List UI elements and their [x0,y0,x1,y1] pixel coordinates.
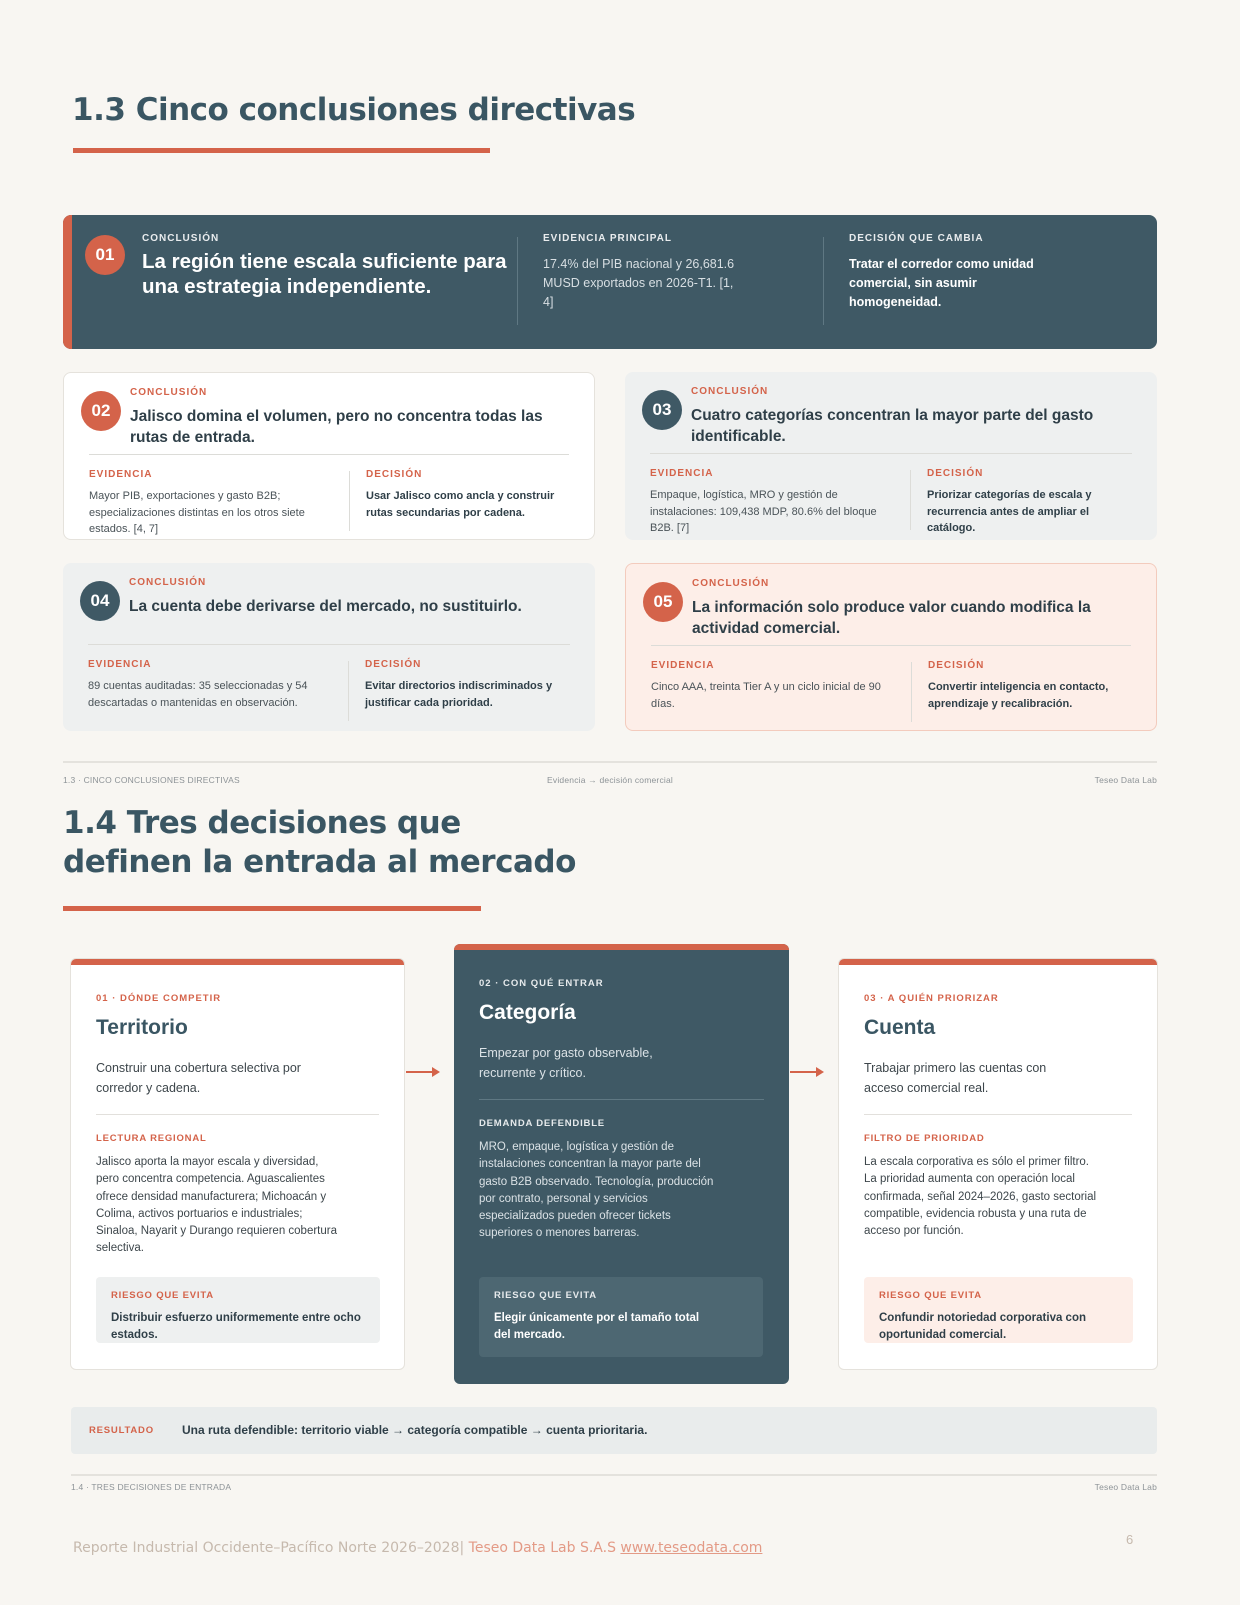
section-13-footer-line [63,761,1157,763]
conclusion-card-04 [63,563,595,731]
decision-label: DECISIÓN [365,659,422,670]
evidence-text: Mayor PIB, exportaciones y gasto B2B; especializaciones distintas en los otros siete estados. [4, 7] [89,490,305,535]
conclusion-label: CONCLUSIÓN [691,386,769,397]
card-divider [651,645,1131,646]
section-14-footer-right: Teseo Data Lab [1094,1482,1157,1492]
decision-title: Cuenta [864,1016,936,1039]
decision-title: Categoría [479,1001,576,1024]
section-13-footer-right: Teseo Data Lab [1094,775,1157,785]
decision-card-territorio [70,958,405,1370]
decision-text: Priorizar categorías de escala y recurrencia antes de ampliar el catálogo. [927,489,1092,534]
section-14-rule [63,906,481,911]
result-label: RESULTADO [89,1425,154,1436]
decision-divider [96,1114,379,1115]
conclusion-title: Cuatro categorías concentran la mayor parte del gasto identificable. [691,407,1094,445]
section-14-title [63,804,576,882]
conclusion-card-03 [625,372,1157,540]
risk-label: RIESGO QUE EVITA [111,1290,214,1301]
decision-text: Convertir inteligencia en contacto, aprendizaje y recalibración. [928,681,1109,710]
evidence-label: EVIDENCIA [651,660,715,671]
evidence-label: EVIDENCIA [89,469,153,480]
page-number: 6 [1126,1532,1134,1547]
decision-label: DECISIÓN [928,660,985,671]
evidence-label: EVIDENCIA PRINCIPAL [543,233,673,244]
conclusion-card-01 [63,215,1157,349]
decision-sub-label: DEMANDA DEFENDIBLE [479,1118,605,1129]
decision-divider [479,1099,764,1100]
decision-kicker: 01 · DÓNDE COMPETIR [96,993,222,1004]
section-14-title-line1: 1.4 Tres decisiones que [63,805,461,841]
evidence-text: Cinco AAA, treinta Tier A y un ciclo inicial de 90 días. [651,681,881,710]
section-14-footer-left: 1.4 · TRES DECISIONES DE ENTRADA [71,1482,232,1492]
decision-label: DECISIÓN QUE CAMBIA [849,233,984,244]
website-link[interactable]: www.teseodata.com [620,1540,763,1556]
decision-text: Tratar el corredor como unidad comercial, sin asumir homogeneidad. [849,257,1034,309]
decision-body: MRO, empaque, logística y gestión de instalaciones concentran la mayor parte del gasto B2B observado. Tecnología, producción por contrato, personal y servicios especializados pueden ofrecer tickets superiores o menores barreras. [479,1141,714,1240]
risk-box [96,1277,380,1343]
decision-kicker: 02 · CON QUÉ ENTRAR [479,978,604,989]
conclusion-title: La información solo produce valor cuando modifica la actividad comercial. [692,599,1091,637]
card-top-bar [71,959,404,965]
conclusion-title: La cuenta debe derivarse del mercado, no sustituirlo. [129,598,522,615]
conclusion-label: CONCLUSIÓN [692,578,770,589]
decision-card-categoria [454,944,789,1384]
risk-text: Elegir únicamente por el tamaño total del mercado. [494,1312,700,1341]
evidence-text: 89 cuentas auditadas: 35 seleccionadas y 54 descartadas o mantenidas en observación. [88,680,308,709]
decision-sub-label: FILTRO DE PRIORIDAD [864,1133,985,1144]
card-vertical-divider [349,471,350,531]
conclusion-number-badge: 02 [81,391,121,431]
arrow-right-icon [790,1071,822,1073]
card-top-bar [839,959,1157,965]
conclusion-title: La región tiene escala suficiente para una estrategia independiente. [142,250,507,298]
card-vertical-divider [348,661,349,721]
arrow-right-icon [406,1071,438,1073]
section-14-footer-line [71,1474,1157,1476]
card-divider [89,454,569,455]
section-14-title-line2: definen la entrada al mercado [63,844,576,880]
card-divider [650,453,1132,454]
risk-text: Confundir notoriedad corporativa con oportunidad comercial. [879,1312,1087,1341]
decision-title: Territorio [96,1016,188,1039]
risk-box [864,1277,1133,1343]
decision-body: La escala corporativa es sólo el primer filtro. La prioridad aumenta con operación local confirmada, señal 2024–2026, gasto sectorial compatible, evidencia robusta y una ruta de acceso por función. [864,1156,1097,1238]
decision-divider [864,1114,1132,1115]
hero-divider [823,237,824,325]
decision-description: Empezar por gasto observable, recurrente y crítico. [479,1046,653,1080]
decision-body: Jalisco aporta la mayor escala y diversidad, pero concentra competencia. Aguascalientes ofrece densidad manufacturera; Michoacán y Colima, activos portuarios e industriales; Sinaloa, Nayarit y Durango requieren cobertura selectiva. [96,1156,337,1255]
section-13-footer-left: 1.3 · CINCO CONCLUSIONES DIRECTIVAS [63,775,240,785]
card-top-bar [454,944,789,950]
evidence-label: EVIDENCIA [88,659,152,670]
page-footer [73,1540,762,1556]
decision-sub-label: LECTURA REGIONAL [96,1133,207,1144]
result-text: Una ruta defendible: territorio viable → categoría compatible → cuenta prioritaria. [182,1423,648,1437]
risk-text: Distribuir esfuerzo uniformemente entre ocho estados. [111,1312,361,1341]
decision-description: Construir una cobertura selectiva por corredor y cadena. [96,1061,301,1095]
evidence-label: EVIDENCIA [650,468,714,479]
conclusion-title: Jalisco domina el volumen, pero no concentra todas las rutas de entrada. [130,408,543,446]
decision-kicker: 03 · A QUIÉN PRIORIZAR [864,993,999,1004]
hero-divider [517,237,518,325]
conclusion-number-badge: 03 [642,390,682,430]
section-13-footer-center: Evidencia → decisión comercial [547,775,673,785]
section-13-rule [73,148,490,153]
decision-text: Evitar directorios indiscriminados y justificar cada prioridad. [365,680,553,709]
conclusion-number-badge: 05 [643,582,683,622]
hero-accent-bar [63,215,72,349]
evidence-text: 17.4% del PIB nacional y 26,681.6 MUSD exportados en 2026-T1. [1, 4] [543,257,735,309]
decision-card-cuenta [838,958,1158,1370]
card-vertical-divider [911,662,912,722]
risk-label: RIESGO QUE EVITA [879,1290,982,1301]
section-13-title: 1.3 Cinco conclusiones directivas [72,92,636,128]
conclusion-label: CONCLUSIÓN [129,577,207,588]
report-name: Reporte Industrial Occidente–Pacífico Norte 2026–2028| [73,1540,465,1556]
conclusion-label: CONCLUSIÓN [142,233,220,244]
risk-label: RIESGO QUE EVITA [494,1290,597,1301]
conclusion-card-05 [625,563,1157,731]
conclusion-number-badge: 01 [85,235,125,275]
decision-text: Usar Jalisco como ancla y construir rutas secundarias por cadena. [366,490,555,519]
card-vertical-divider [910,470,911,530]
brand-name: Teseo Data Lab S.A.S [464,1540,621,1556]
conclusion-label: CONCLUSIÓN [130,387,208,398]
conclusion-card-02 [63,372,595,540]
risk-box [479,1277,763,1357]
evidence-text: Empaque, logística, MRO y gestión de instalaciones: 109,438 MDP, 80.6% del bloque B2B. [7] [650,489,877,534]
conclusion-number-badge: 04 [80,581,120,621]
card-divider [88,644,570,645]
result-bar [71,1407,1157,1454]
decision-label: DECISIÓN [927,468,984,479]
decision-label: DECISIÓN [366,469,423,480]
decision-description: Trabajar primero las cuentas con acceso comercial real. [864,1061,1047,1095]
